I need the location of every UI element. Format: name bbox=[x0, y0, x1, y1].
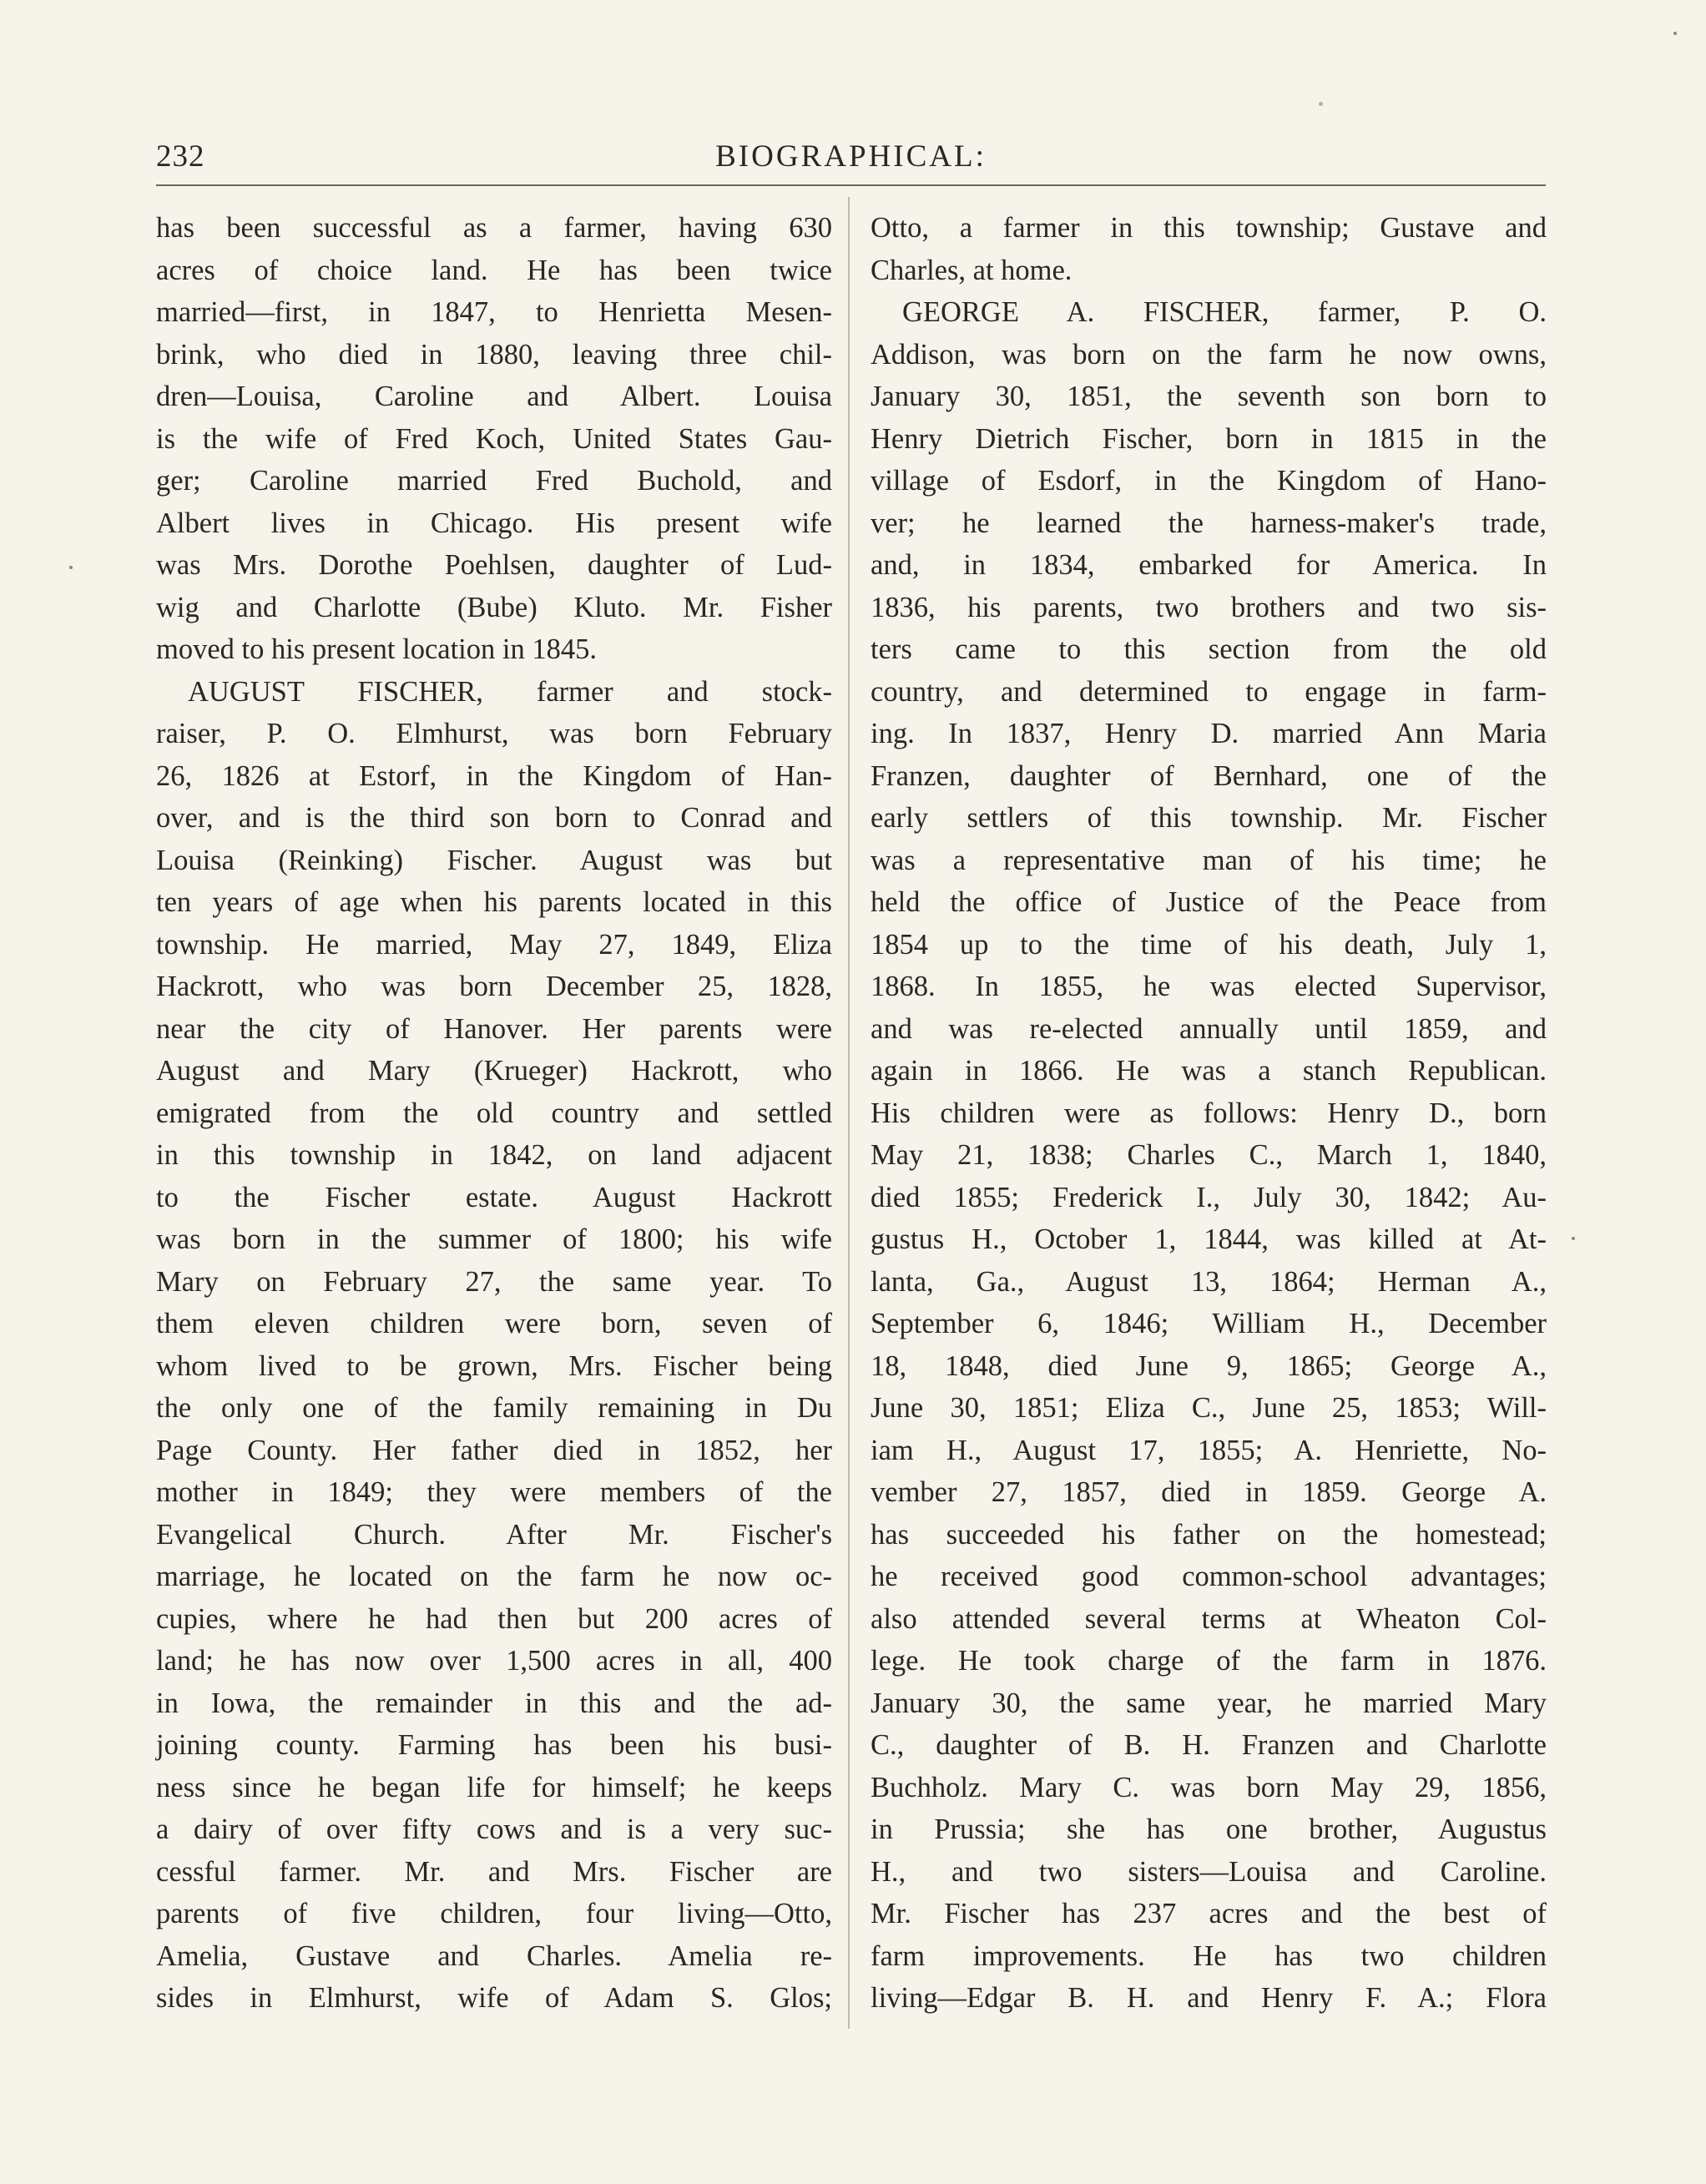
text-line: Mary on February 27, the same year. To bbox=[156, 1265, 832, 1298]
text-line: sides in Elmhurst, wife of Adam S. Glos; bbox=[156, 1982, 832, 2014]
paper-speck bbox=[1319, 102, 1323, 106]
running-head: BIOGRAPHICAL: bbox=[715, 139, 987, 174]
text-line: 18, 1848, died June 9, 1865; George A., bbox=[871, 1349, 1547, 1382]
text-line: township. He married, May 27, 1849, Eliza bbox=[156, 928, 832, 961]
text-line: Amelia, Gustave and Charles. Amelia re- bbox=[156, 1939, 832, 1972]
left-column bbox=[156, 207, 832, 2020]
text-line: 1836, his parents, two brothers and two sis- bbox=[871, 591, 1547, 623]
text-line: joining county. Farming has been his busi- bbox=[156, 1729, 832, 1761]
text-line: is the wife of Fred Koch, United States Gau- bbox=[156, 422, 832, 455]
text-line: 1854 up to the time of his death, July 1, bbox=[871, 928, 1547, 961]
text-line: Franzen, daughter of Bernhard, one of the bbox=[871, 759, 1547, 792]
text-line: ing. In 1837, Henry D. married Ann Maria bbox=[871, 718, 1547, 749]
text-line: 1868. In 1855, he was elected Supervisor, bbox=[871, 971, 1547, 1002]
text-line: Mr. Fischer has 237 acres and the best of bbox=[871, 1898, 1547, 1929]
text-line: H., and two sisters—Louisa and Caroline. bbox=[871, 1855, 1547, 1888]
page-header bbox=[156, 139, 1546, 172]
text-line: the only one of the family remaining in Du bbox=[156, 1392, 832, 1424]
page-number: 232 bbox=[156, 139, 205, 174]
text-line: Albert lives in Chicago. His present wife bbox=[156, 507, 832, 539]
paper-speck bbox=[69, 566, 73, 569]
text-line: Evangelical Church. After Mr. Fischer's bbox=[156, 1518, 832, 1551]
text-line: has been successful as a farmer, having 630 bbox=[156, 212, 832, 244]
text-line: land; he has now over 1,500 acres in all, 400 bbox=[156, 1645, 832, 1677]
text-line: early settlers of this township. Mr. Fischer bbox=[871, 802, 1547, 834]
text-line: Buchholz. Mary C. was born May 29, 1856, bbox=[871, 1771, 1547, 1803]
column-divider bbox=[848, 197, 850, 2029]
text-line: May 21, 1838; Charles C., March 1, 1840, bbox=[871, 1139, 1547, 1171]
text-line: C., daughter of B. H. Franzen and Charlotte bbox=[871, 1729, 1547, 1761]
text-line: Otto, a farmer in this township; Gustave and bbox=[871, 212, 1547, 244]
text-line: also attended several terms at Wheaton Col- bbox=[871, 1602, 1547, 1635]
text-line: died 1855; Frederick I., July 30, 1842; Au- bbox=[871, 1181, 1547, 1213]
text-line: brink, who died in 1880, leaving three chil- bbox=[156, 338, 832, 371]
text-line: cessful farmer. Mr. and Mrs. Fischer are bbox=[156, 1855, 832, 1888]
text-line: acres of choice land. He has been twice bbox=[156, 254, 832, 286]
text-line: has succeeded his father on the homestead; bbox=[871, 1518, 1547, 1551]
text-line: ger; Caroline married Fred Buchold, and bbox=[156, 465, 832, 497]
text-line: and, in 1834, embarked for America. In bbox=[871, 549, 1547, 581]
text-line: dren—Louisa, Caroline and Albert. Louisa bbox=[156, 381, 832, 412]
text-line: moved to his present location in 1845. bbox=[156, 633, 597, 665]
text-line: September 6, 1846; William H., December bbox=[871, 1308, 1547, 1339]
text-line: married—first, in 1847, to Henrietta Mesen- bbox=[156, 296, 832, 328]
text-line: was born in the summer of 1800; his wife bbox=[156, 1223, 832, 1255]
text-line: emigrated from the old country and settled bbox=[156, 1097, 832, 1129]
text-line: lanta, Ga., August 13, 1864; Herman A., bbox=[871, 1265, 1547, 1298]
text-line: Charles, at home. bbox=[871, 254, 1073, 286]
text-line: lege. He took charge of the farm in 1876. bbox=[871, 1645, 1547, 1677]
text-line: and was re-elected annually until 1859, and bbox=[871, 1012, 1547, 1045]
text-line: mother in 1849; they were members of the bbox=[156, 1476, 832, 1508]
text-line: ver; he learned the harness-maker's trade, bbox=[871, 507, 1547, 539]
text-line: over, and is the third son born to Conrad and bbox=[156, 802, 832, 834]
paper-speck bbox=[1673, 32, 1677, 35]
text-line: August and Mary (Krueger) Hackrott, who bbox=[156, 1055, 832, 1087]
text-line: in Prussia; she has one brother, Augustus bbox=[871, 1813, 1547, 1845]
text-line: in this township in 1842, on land adjacent bbox=[156, 1139, 832, 1171]
text-line: cupies, where he had then but 200 acres of bbox=[156, 1602, 832, 1635]
text-line: village of Esdorf, in the Kingdom of Hano- bbox=[871, 465, 1547, 497]
text-line: marriage, he located on the farm he now oc- bbox=[156, 1561, 832, 1592]
text-line: living—Edgar B. H. and Henry F. A.; Flora bbox=[871, 1982, 1547, 2014]
text-line: whom lived to be grown, Mrs. Fischer being bbox=[156, 1349, 832, 1382]
text-line: Hackrott, who was born December 25, 1828, bbox=[156, 971, 832, 1002]
paper-speck bbox=[1572, 1237, 1575, 1240]
text-line: was a representative man of his time; he bbox=[871, 844, 1547, 876]
text-line: parents of five children, four living—Otto, bbox=[156, 1898, 832, 1929]
text-line: ten years of age when his parents located in this bbox=[156, 886, 832, 918]
text-line: Louisa (Reinking) Fischer. August was but bbox=[156, 844, 832, 876]
text-line: gustus H., October 1, 1844, was killed at At- bbox=[871, 1223, 1547, 1255]
text-line: near the city of Hanover. Her parents were bbox=[156, 1012, 832, 1045]
text-line: in Iowa, the remainder in this and the ad- bbox=[156, 1687, 832, 1719]
text-line: farm improvements. He has two children bbox=[871, 1939, 1547, 1972]
text-line: vember 27, 1857, died in 1859. George A. bbox=[871, 1476, 1547, 1508]
text-line: ters came to this section from the old bbox=[871, 633, 1547, 665]
text-line: His children were as follows: Henry D., born bbox=[871, 1097, 1547, 1129]
text-line: was Mrs. Dorothe Poehlsen, daughter of Lud- bbox=[156, 549, 832, 581]
text-line: 26, 1826 at Estorf, in the Kingdom of Han- bbox=[156, 759, 832, 792]
text-line: wig and Charlotte (Bube) Kluto. Mr. Fisher bbox=[156, 591, 832, 623]
text-line: a dairy of over fifty cows and is a very suc- bbox=[156, 1813, 832, 1845]
header-rule bbox=[156, 184, 1546, 186]
text-line: Addison, was born on the farm he now owns, bbox=[871, 338, 1547, 371]
text-line: Henry Dietrich Fischer, born in 1815 in the bbox=[871, 422, 1547, 455]
text-line: AUGUST FISCHER, farmer and stock- bbox=[188, 675, 832, 708]
text-line: country, and determined to engage in farm- bbox=[871, 675, 1547, 708]
text-line: raiser, P. O. Elmhurst, was born February bbox=[156, 718, 832, 749]
text-line: again in 1866. He was a stanch Republican. bbox=[871, 1055, 1547, 1087]
text-line: to the Fischer estate. August Hackrott bbox=[156, 1181, 832, 1213]
text-line: ness since he began life for himself; he keeps bbox=[156, 1771, 832, 1803]
text-line: held the office of Justice of the Peace from bbox=[871, 886, 1547, 918]
text-line: he received good common-school advantages; bbox=[871, 1561, 1547, 1592]
text-line: January 30, the same year, he married Mary bbox=[871, 1687, 1547, 1719]
text-line: GEORGE A. FISCHER, farmer, P. O. bbox=[902, 296, 1547, 328]
text-line: Page County. Her father died in 1852, her bbox=[156, 1434, 832, 1466]
text-line: January 30, 1851, the seventh son born to bbox=[871, 381, 1547, 412]
text-line: them eleven children were born, seven of bbox=[156, 1308, 832, 1339]
right-column bbox=[871, 207, 1547, 2020]
text-line: June 30, 1851; Eliza C., June 25, 1853; Will- bbox=[871, 1392, 1547, 1424]
text-line: iam H., August 17, 1855; A. Henriette, No- bbox=[871, 1434, 1547, 1466]
